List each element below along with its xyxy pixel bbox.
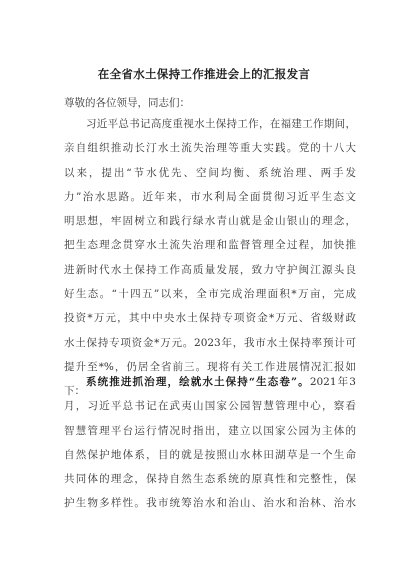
- text-line: 下：: [64, 385, 85, 398]
- text-line: 明思想，牢固树立和践行绿水青山就是金山银山的理念，: [64, 215, 356, 228]
- text-line: 提升至*%，仍居全省前三。现将有关工作进展情况汇报如: [64, 360, 356, 373]
- paragraph-2: [64, 370, 356, 516]
- greeting: 尊敬的各位领导，同志们：: [64, 97, 190, 109]
- text-line: 智慧管理平台运行情况时指出，建立以国家公园为主体的: [64, 424, 356, 437]
- document-title: 在全省水土保持工作推进会上的汇报发言: [97, 67, 311, 81]
- text-line: 习近平总书记高度重视水土保持工作，在福建工作期间，: [86, 118, 356, 130]
- text-line: 亲自组织推动长汀水土流失治理等重大实践。党的十八大: [64, 142, 356, 155]
- text-line: 以来，提出“节水优先、空间均衡、系统治理、两手发: [64, 166, 356, 179]
- text-line: 护生物多样性。我市统筹治水和治山、治水和治林、治水: [64, 497, 356, 510]
- text-line-lead: [64, 370, 356, 394]
- text-line: 好生态。“十四五”以来，全市完成治理面积*万亩，完成: [64, 288, 356, 301]
- text-line: 投资*万元，其中中央水土保持专项资金*万元、省级财政: [64, 312, 356, 325]
- text-line: 水土保持专项资金*万元。2023年，我市水土保持率预计可: [64, 336, 356, 349]
- text-line: 共同体的理念，保持自然生态系统的原真性和完整性，保: [64, 473, 356, 486]
- lead-tail: 2021年3: [309, 376, 356, 388]
- section-heading: 系统推进抓治理，绘就水土保持“生态卷”。: [86, 376, 310, 388]
- text-line: 力”治水思路。近年来，市水利局全面贯彻习近平生态文: [64, 190, 356, 203]
- text-line: 把生态理念贯穿水土流失治理和监督管理全过程，加快推: [64, 239, 356, 252]
- text-line: 进新时代水土保持工作高质量发展，致力守护闽江源头良: [64, 263, 356, 276]
- paragraph-1: [64, 112, 356, 404]
- text-line: 自然保护地体系，目的就是按照山水林田湖草是一个生命: [64, 448, 356, 461]
- text-line: 月，习近平总书记在武夷山国家公园智慧管理中心，察看: [64, 400, 356, 413]
